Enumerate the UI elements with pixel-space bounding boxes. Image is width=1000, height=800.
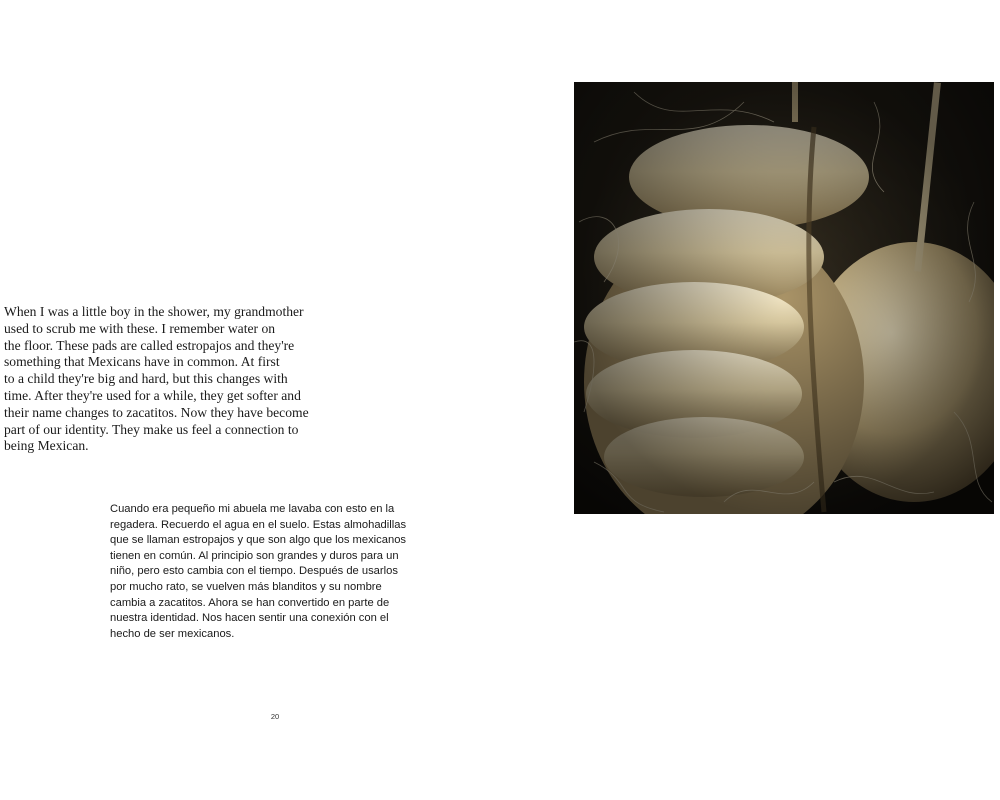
spanish-paragraph bbox=[110, 502, 430, 642]
english-line: When I was a little boy in the shower, my grandmother bbox=[4, 304, 304, 319]
estropajo-illustration bbox=[574, 82, 994, 514]
english-line: part of our identity. They make us feel a connection to bbox=[4, 421, 299, 437]
english-line: used to scrub me with these. I remember water on bbox=[4, 320, 276, 336]
english-line: being Mexican. bbox=[4, 438, 89, 454]
english-paragraph bbox=[4, 304, 334, 455]
english-line: time. After they're used for a while, they get softer and bbox=[4, 387, 301, 403]
spanish-line: que se llaman estropajos y que son algo que los mexicanos bbox=[110, 534, 407, 547]
spanish-line: regadera. Recuerdo el agua en el suelo. Estas almohadillas bbox=[110, 518, 407, 531]
spanish-line: Cuando era pequeño mi abuela me lavaba con esto en la bbox=[110, 503, 395, 515]
estropajo-photo bbox=[574, 82, 994, 514]
spanish-line: hecho de ser mexicanos. bbox=[110, 627, 235, 640]
english-line: something that Mexicans have in common. At first bbox=[4, 354, 280, 370]
page-number: 20 bbox=[270, 712, 280, 721]
spanish-line: cambia a zacatitos. Ahora se han convertido en parte de bbox=[110, 596, 390, 609]
spanish-line: nuestra identidad. Nos hacen sentir una conexión con el bbox=[110, 612, 389, 625]
english-line: the floor. These pads are called estropajos and they're bbox=[4, 337, 295, 353]
spanish-line: niño, pero esto cambia con el tiempo. Después de usarlos bbox=[110, 565, 398, 578]
spanish-line: tienen en común. Al principio son grandes y duros para un bbox=[110, 549, 399, 562]
spanish-line: por mucho rato, se vuelven más blanditos y su nombre bbox=[110, 580, 382, 593]
english-line: their name changes to zacatitos. Now they have become bbox=[4, 404, 309, 420]
english-line: to a child they're big and hard, but this changes with bbox=[4, 371, 288, 387]
